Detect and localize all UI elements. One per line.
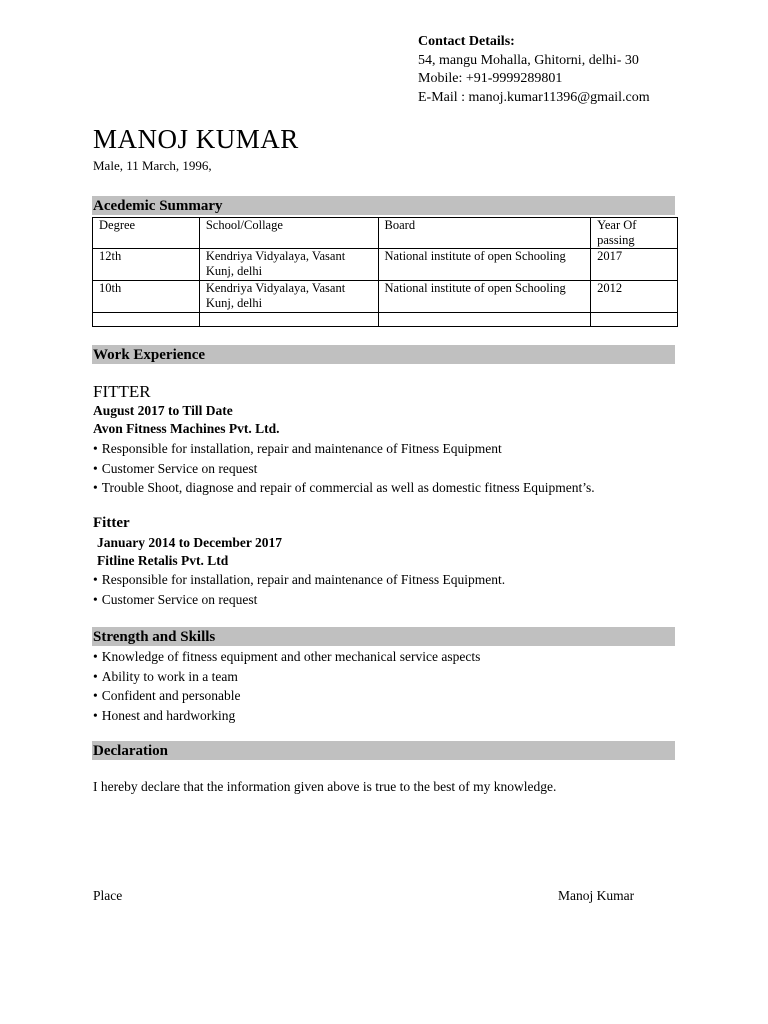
- contact-address: 54, mangu Mohalla, Ghitorni, delhi- 30: [418, 52, 639, 68]
- list-item: • Confident and personable: [93, 686, 480, 706]
- list-item: • Knowledge of fitness equipment and other mechanical service aspects: [93, 647, 480, 667]
- table-cell: [378, 313, 591, 327]
- job-title: FITTER: [93, 382, 151, 401]
- header-cell: Degree: [93, 218, 200, 249]
- job-company: Avon Fitness Machines Pvt. Ltd.: [93, 421, 280, 436]
- header-cell: School/Collage: [199, 218, 378, 249]
- job-duties: [93, 439, 595, 498]
- academic-heading: Acedemic Summary: [92, 196, 675, 215]
- list-item: • Customer Service on request: [93, 590, 505, 610]
- table-cell: [93, 313, 200, 327]
- personal-info: Male, 11 March, 1996,: [93, 158, 212, 173]
- table-header-row: [93, 218, 678, 249]
- job-period: January 2014 to December 2017: [97, 535, 282, 550]
- table-cell: National institute of open Schooling: [378, 249, 591, 281]
- list-item: • Responsible for installation, repair and maintenance of Fitness Equipment.: [93, 570, 505, 590]
- table-cell: 12th: [93, 249, 200, 281]
- table-row: [93, 249, 678, 281]
- table-cell: Kendriya Vidyalaya, Vasant Kunj, delhi: [199, 249, 378, 281]
- academic-table: [92, 217, 678, 327]
- table-cell: National institute of open Schooling: [378, 281, 591, 313]
- table-row-empty: [93, 313, 678, 327]
- table-cell: 2017: [591, 249, 678, 281]
- job-title: Fitter: [93, 515, 130, 531]
- place-label: Place: [93, 888, 123, 903]
- skills-heading: Strength and Skills: [92, 627, 675, 646]
- signature-name: Manoj Kumar: [558, 888, 635, 903]
- job-duties: [93, 570, 505, 609]
- table-cell: [591, 313, 678, 327]
- contact-heading: Contact Details:: [418, 34, 515, 49]
- header-cell: Board: [378, 218, 591, 249]
- table-row: [93, 281, 678, 313]
- list-item: • Customer Service on request: [93, 459, 595, 479]
- skills-list: [93, 647, 480, 725]
- declaration-heading: Declaration: [92, 741, 675, 760]
- contact-details: [418, 33, 650, 107]
- list-item: • Trouble Shoot, diagnose and repair of commercial as well as domestic fitness Equipment’s.: [93, 478, 595, 498]
- declaration-text: I hereby declare that the information given above is true to the best of my knowledge.: [93, 779, 557, 794]
- work-heading: Work Experience: [92, 345, 675, 364]
- job-period: August 2017 to Till Date: [93, 403, 233, 418]
- table-cell: 10th: [93, 281, 200, 313]
- candidate-name: MANOJ KUMAR: [93, 124, 299, 154]
- contact-mobile: Mobile: +91-9999289801: [418, 71, 563, 86]
- job-company: Fitline Retalis Pvt. Ltd: [97, 553, 229, 568]
- table-cell: Kendriya Vidyalaya, Vasant Kunj, delhi: [199, 281, 378, 313]
- table-cell: [199, 313, 378, 327]
- list-item: • Honest and hardworking: [93, 706, 480, 726]
- list-item: • Responsible for installation, repair and maintenance of Fitness Equipment: [93, 439, 595, 459]
- header-cell: Year Of passing: [591, 218, 678, 249]
- table-cell: 2012: [591, 281, 678, 313]
- contact-email: E-Mail : manoj.kumar11396@gmail.com: [418, 89, 650, 105]
- list-item: • Ability to work in a team: [93, 667, 480, 687]
